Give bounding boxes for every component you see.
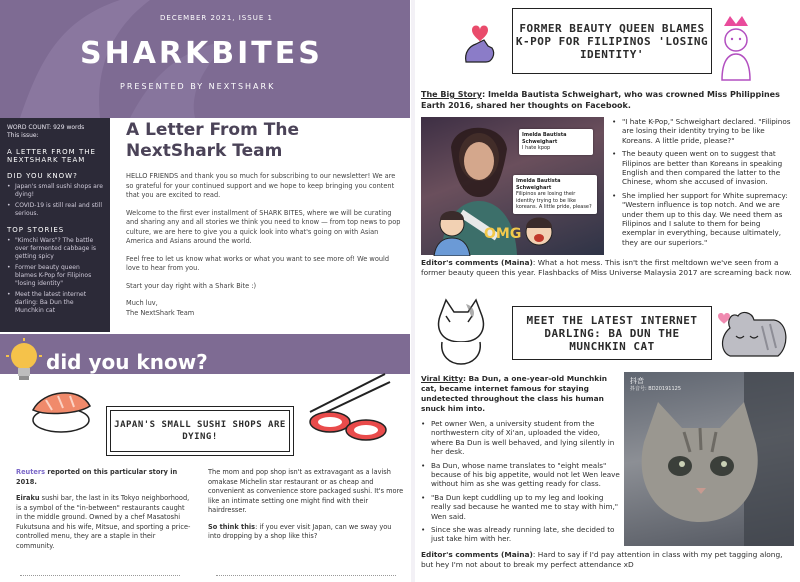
editor-label: Editor's comments (Maina) bbox=[421, 550, 533, 559]
sidebar-contents bbox=[0, 118, 110, 332]
letter-title: A Letter From The NextShark Team bbox=[126, 120, 299, 161]
munchkin-headline-box bbox=[512, 306, 712, 360]
list-item: • "I hate K-Pop," Schweighart declared. "Filipinos are losing their identity trying to be like Koreans. A little pride, please?" bbox=[612, 117, 792, 145]
munchkin-cat-photo bbox=[624, 372, 794, 546]
list-item: • "Ba Dun kept cuddling up to my leg and looking really sad because he wanted me to stay with him," Wen said. bbox=[421, 493, 621, 521]
sushi-headline-box bbox=[110, 410, 290, 452]
list-item: • Pet owner Wen, a university student from the northwestern city of Xi'an, uploaded the video, where Ba Dun is well behaved, and lying silently in her desk. bbox=[421, 419, 621, 457]
lucky-cat-icon bbox=[432, 296, 490, 366]
editor-comment-1 bbox=[421, 258, 793, 278]
shouting-person-icon bbox=[516, 214, 562, 256]
did-you-know-title: did you know? bbox=[46, 350, 208, 374]
newsletter-brand: SHARKBITES bbox=[80, 36, 323, 71]
facebook-post-card bbox=[513, 175, 597, 214]
eiraku-name: Eiraku bbox=[16, 494, 40, 502]
post-author: Imelda Bautista Schweighart bbox=[516, 178, 561, 191]
sidebar-item[interactable]: • "Kimchi Wars"? The battle over fermented cabbage is getting spicy bbox=[7, 237, 103, 261]
editor-text: : Hard to say if I'd pay attention in class with my pet tagging along, but hey I'm not about to break my perfect attendance xD bbox=[421, 550, 783, 569]
sushi-roll-chopsticks-icon bbox=[300, 372, 396, 448]
letter-paragraph: Welcome to the first ever installment of SHARK BITES, where we will be curating and sharing any and all stories we think you need to know — from top news to pop culture, we are here to give you a quick look into what's going on with Asian America and Asians around the world. bbox=[126, 208, 401, 245]
letter-section bbox=[126, 120, 404, 318]
sidebar-list-did-you-know bbox=[7, 183, 103, 218]
shocked-person-icon bbox=[428, 206, 476, 256]
sidebar-list-top-stories bbox=[7, 237, 103, 315]
list-item: • The beauty queen went on to suggest that Filipinos are better than Koreans in speaking English and then compared the latter to the Chinese, whom she accused of invasion. bbox=[612, 149, 792, 187]
viral-kitty-text: : Ba Dun, a one-year-old Munchkin cat, became internet famous for staying undetected throughout the class his human snuck him into. bbox=[421, 374, 607, 413]
think-this-text: : if you ever visit Japan, can we sway you into dropping by a shop like this? bbox=[208, 522, 392, 540]
sushi-headline: JAPAN'S SMALL SUSHI SHOPS ARE DYING! bbox=[114, 420, 286, 442]
tiktok-watermark: 抖音 bbox=[630, 377, 644, 385]
list-item: • She implied her support for White supremacy: "Western influence is top notch. And we are under them up to this day. We need them as Filipinos and I salute to them for being exemplar in everything, because ultimately, they are our superiors." bbox=[612, 191, 792, 247]
cat-portrait bbox=[624, 372, 794, 546]
letter-signoff bbox=[126, 299, 404, 318]
editor-text: : What a hot mess. This isn't the first meltdown we've seen from a former beauty queen this year. Flashbacks of Miss Universe Malaysia 2017 are screaming back now. bbox=[421, 258, 792, 277]
eiraku-text: sushi bar, the last in its Tokyo neighborhood, is a symbol of the "in-between" restaurants caught in the middle ground. Owned by a chef Masatoshi Fukutsuna and his wife, Mitsue, and sporting a price-controlled menu, they are a staple in their community. bbox=[16, 494, 191, 550]
masthead-banner bbox=[0, 0, 410, 118]
dotted-divider bbox=[20, 575, 180, 576]
viral-kitty-label: Viral Kitty bbox=[421, 374, 464, 383]
reuters-link[interactable]: Reuters bbox=[16, 468, 46, 476]
sidebar-item[interactable]: • Former beauty queen blames K-Pop for Filipinos "losing identity" bbox=[7, 264, 103, 288]
page-gutter bbox=[411, 0, 415, 582]
finger-heart-icon bbox=[458, 18, 504, 64]
munchkin-headline: MEET THE LATEST INTERNET DARLING: BA DUN THE MUNCHKIN CAT bbox=[526, 313, 698, 353]
beauty-queen-crown-icon bbox=[716, 12, 756, 82]
facebook-post-card bbox=[519, 129, 593, 155]
word-count: WORD COUNT: 929 words bbox=[7, 124, 85, 131]
sushi-column-a bbox=[16, 468, 191, 558]
list-item: • Since she was already running late, she decided to just take him with her. bbox=[421, 525, 621, 544]
beauty-queen-headline: FORMER BEAUTY QUEEN BLAMES K-POP FOR FILIPINOS 'LOSING IDENTITY' bbox=[515, 21, 709, 61]
presented-by: PRESENTED BY NEXTSHARK bbox=[120, 82, 276, 91]
big-story-text: : Imelda Bautista Schweighart, who was crowned Miss Philippines Earth 2016, shared her thoughts on Facebook. bbox=[421, 90, 780, 110]
editor-comment-2 bbox=[421, 550, 793, 570]
nigiri-sushi-icon bbox=[28, 376, 94, 438]
viral-kitty-intro bbox=[421, 374, 617, 414]
sushi-paragraph bbox=[16, 468, 191, 487]
sushi-paragraph bbox=[208, 523, 404, 542]
beauty-queen-bullets bbox=[612, 117, 792, 251]
letter-paragraph: Start your day right with a Shark Bite :) bbox=[126, 281, 257, 290]
post-text: I hate kpop bbox=[522, 145, 551, 151]
letter-paragraph: HELLO FRIENDS and thank you so much for subscribing to our newsletter! We are so grateful for your continued support and we hope to keep bringing you content that you are excited to read. bbox=[126, 172, 396, 199]
omg-sticker: OMG bbox=[484, 226, 522, 242]
sleeping-cat-icon bbox=[716, 306, 792, 364]
beauty-queen-headline-box bbox=[512, 8, 712, 74]
list-item: • Ba Dun, whose name translates to "eight meals" because of his big appetite, would not let Wen leave without him as she was getting ready for class. bbox=[421, 461, 621, 489]
sidebar-item[interactable]: • Japan's small sushi shops are dying! bbox=[7, 183, 103, 199]
big-story-intro bbox=[421, 90, 793, 111]
dotted-divider bbox=[216, 575, 396, 576]
munchkin-bullets bbox=[421, 419, 621, 548]
sidebar-item[interactable]: • COVID-19 is still real and still serious. bbox=[7, 202, 103, 218]
letter-paragraph: Feel free to let us know what works or what you want to see more of! We would love to hear from you. bbox=[126, 254, 390, 272]
sidebar-heading-letter[interactable]: A LETTER FROM THE NEXTSHARK TEAM bbox=[7, 148, 96, 164]
editor-label: Editor's comments (Maina) bbox=[421, 258, 533, 267]
sidebar-heading-top-stories[interactable]: TOP STORIES bbox=[7, 226, 65, 234]
lead-text: reported on this particular story in 2018. bbox=[16, 468, 178, 486]
signature-text: The NextShark Team bbox=[126, 308, 195, 317]
this-issue-label: This issue: bbox=[7, 132, 39, 139]
sidebar-heading-did-you-know[interactable]: DID YOU KNOW? bbox=[7, 172, 78, 180]
tiktok-id: 抖音号: BD20191125 bbox=[630, 386, 682, 392]
issue-date: DECEMBER 2021, ISSUE 1 bbox=[160, 14, 273, 22]
sushi-column-b bbox=[208, 468, 404, 549]
think-this-label: So think this bbox=[208, 522, 256, 531]
signoff-text: Much luv, bbox=[126, 299, 158, 307]
post-author: Imelda Bautista Schweighart bbox=[522, 132, 567, 145]
big-story-label: The Big Story bbox=[421, 90, 482, 99]
sidebar-item[interactable]: • Meet the latest internet darling: Ba Dun the Munchkin cat bbox=[7, 291, 103, 315]
post-text: Filipinos are losing their identity trying to be like koreans. A little pride, please? bbox=[516, 191, 592, 210]
sushi-paragraph bbox=[16, 494, 191, 551]
sushi-paragraph: The mom and pop shop isn't as extravagant as a lavish omakase Michelin star restaurant or as cheap and convenient as convenience store packaged sushi. It's more like an intimate setting one might find with their hairdresser. bbox=[208, 468, 404, 514]
